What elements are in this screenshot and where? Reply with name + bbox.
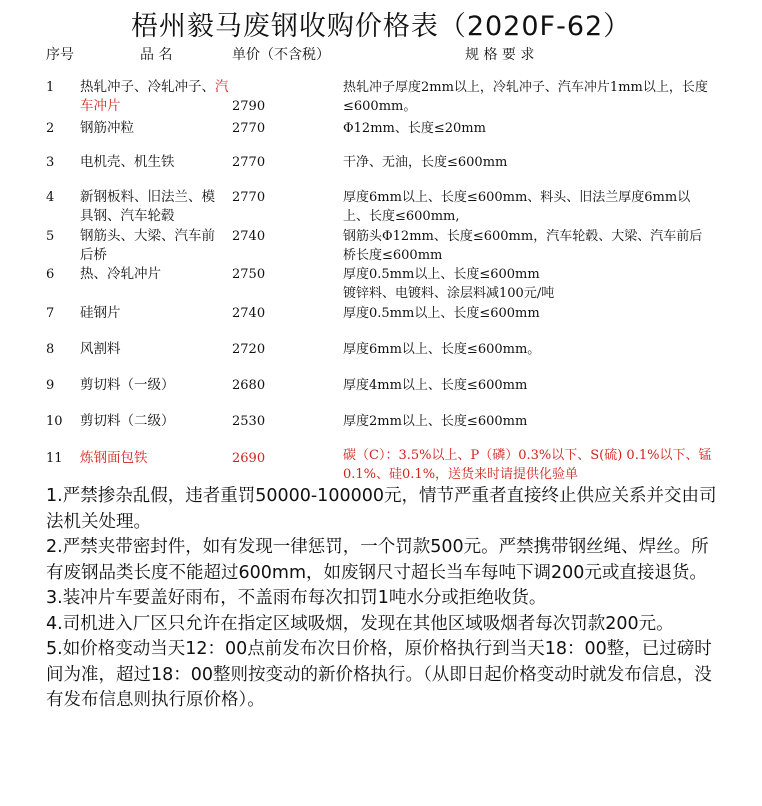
header-name: 品 名: [140, 47, 173, 63]
row-9-name: 剪切料（一级）: [80, 377, 175, 393]
row-8-price: 2720: [232, 342, 266, 357]
row-3-no: 3: [46, 155, 55, 170]
note-3: 3.装冲片车要盖好雨布，不盖雨布每次扣罚1吨水分或拒绝收货。: [46, 588, 547, 608]
row-1-spec: 热轧冲子厚度2mm以上，冷轧冲子、汽车冲片1mm以上，长度≤600mm。: [343, 80, 708, 114]
notes-section: [46, 484, 726, 714]
row-11-spec: 碳（C）：3.5%以上、P（磷）0.3%以下、S(硫) 0.1%以下、锰0.1%、硅0.1%，送货来时请提供化验单: [343, 448, 712, 482]
row-9-price: 2680: [232, 378, 266, 393]
note-5: 5.如价格变动当天12：00点前发布次日价格，原价格执行到当天18：00整，已过磅时间为准，超过18：00整则按变动的新价格执行。（从即日起价格变动时就发布信息，没有发布信息则执行原价格）。: [46, 639, 712, 710]
row-4-no: 4: [46, 190, 55, 205]
row-1-no: 1: [46, 80, 55, 95]
row-10-spec: 厚度2mm以上、长度≤600mm: [343, 414, 528, 429]
row-6-no: 6: [46, 267, 55, 282]
note-1: 1.严禁掺杂乱假，违者重罚50000-100000元，情节严重者直接终止供应关系并交由司法机关处理。: [46, 486, 717, 532]
row-3-name: 电机壳、机生铁: [80, 154, 175, 170]
row-10-price: 2530: [232, 414, 266, 429]
row-5-price: 2740: [232, 229, 266, 244]
row-2-name: 钢筋冲粒: [80, 120, 134, 136]
row-7-price: 2740: [232, 306, 266, 321]
header-price: 单价（不含税）: [232, 47, 330, 63]
row-8-spec: 厚度6mm以上、长度≤600mm。: [343, 342, 541, 357]
row-6-name: 热、冷轧冲片: [80, 266, 161, 282]
row-9-spec: 厚度4mm以上、长度≤600mm: [343, 378, 528, 393]
row-2-price: 2770: [232, 121, 266, 136]
row-4-spec: 厚度6mm以上、长度≤600mm、料头、旧法兰厚度6mm以上、长度≤600mm,: [343, 190, 691, 224]
row-10-name: 剪切料（二级）: [80, 413, 175, 429]
note-4: 4.司机进入厂区只允许在指定区域吸烟，发现在其他区域吸烟者每次罚款200元。: [46, 613, 674, 634]
row-8-name: 风割料: [80, 341, 121, 357]
row-9-no: 9: [46, 378, 55, 393]
row-2-spec: Φ12mm、长度≤20mm: [343, 121, 486, 136]
note-2: 2.严禁夹带密封件，如有发现一律惩罚，一个罚款500元。严禁携带钢丝绳、焊丝。所有废钢品类长度不能超过600mm，如废钢尺寸超长当车每吨下调200元或直接退货。: [46, 537, 709, 583]
header-spec: 规 格 要 求: [465, 47, 535, 63]
row-5-name: 钢筋头、大梁、汽车前后桥: [80, 228, 215, 263]
page-title: 梧州毅马废钢收购价格表（2020F-62）: [130, 11, 632, 42]
row-11-price: 2690: [232, 451, 266, 466]
row-1-name: [80, 78, 230, 116]
row-4-price: 2770: [232, 190, 266, 205]
row-7-name: 硅钢片: [80, 305, 121, 321]
row-6-price: 2750: [232, 267, 266, 282]
row-11-name: 炼钢面包铁: [80, 450, 148, 466]
row-10-no: 10: [46, 414, 63, 429]
row-6-spec-extra: 镀锌料、电镀料、涂层料减100元/吨: [343, 286, 555, 301]
header-seq: 序号: [46, 47, 74, 63]
row-2-no: 2: [46, 121, 55, 136]
row-5-spec: 钢筋头Φ12mm、长度≤600mm，汽车轮毂、大梁、汽车前后桥长度≤600mm: [343, 229, 703, 263]
row-1-name-a: 热轧冲子、冷轧冲子、: [80, 79, 215, 95]
row-7-no: 7: [46, 306, 55, 321]
row-8-no: 8: [46, 342, 55, 357]
row-1-name-b: 汽车冲片: [80, 79, 229, 114]
row-5-no: 5: [46, 229, 55, 244]
row-11-no: 11: [46, 451, 63, 466]
row-3-spec: 干净、无油，长度≤600mm: [343, 155, 508, 170]
row-7-spec: 厚度0.5mm以上、长度≤600mm: [343, 306, 540, 321]
row-6-spec: 厚度0.5mm以上、长度≤600mm: [343, 267, 540, 282]
row-4-name: 新钢板料、旧法兰、模具钢、汽车轮毂: [80, 189, 215, 224]
row-3-price: 2770: [232, 155, 266, 170]
row-1-price: 2790: [232, 99, 266, 114]
